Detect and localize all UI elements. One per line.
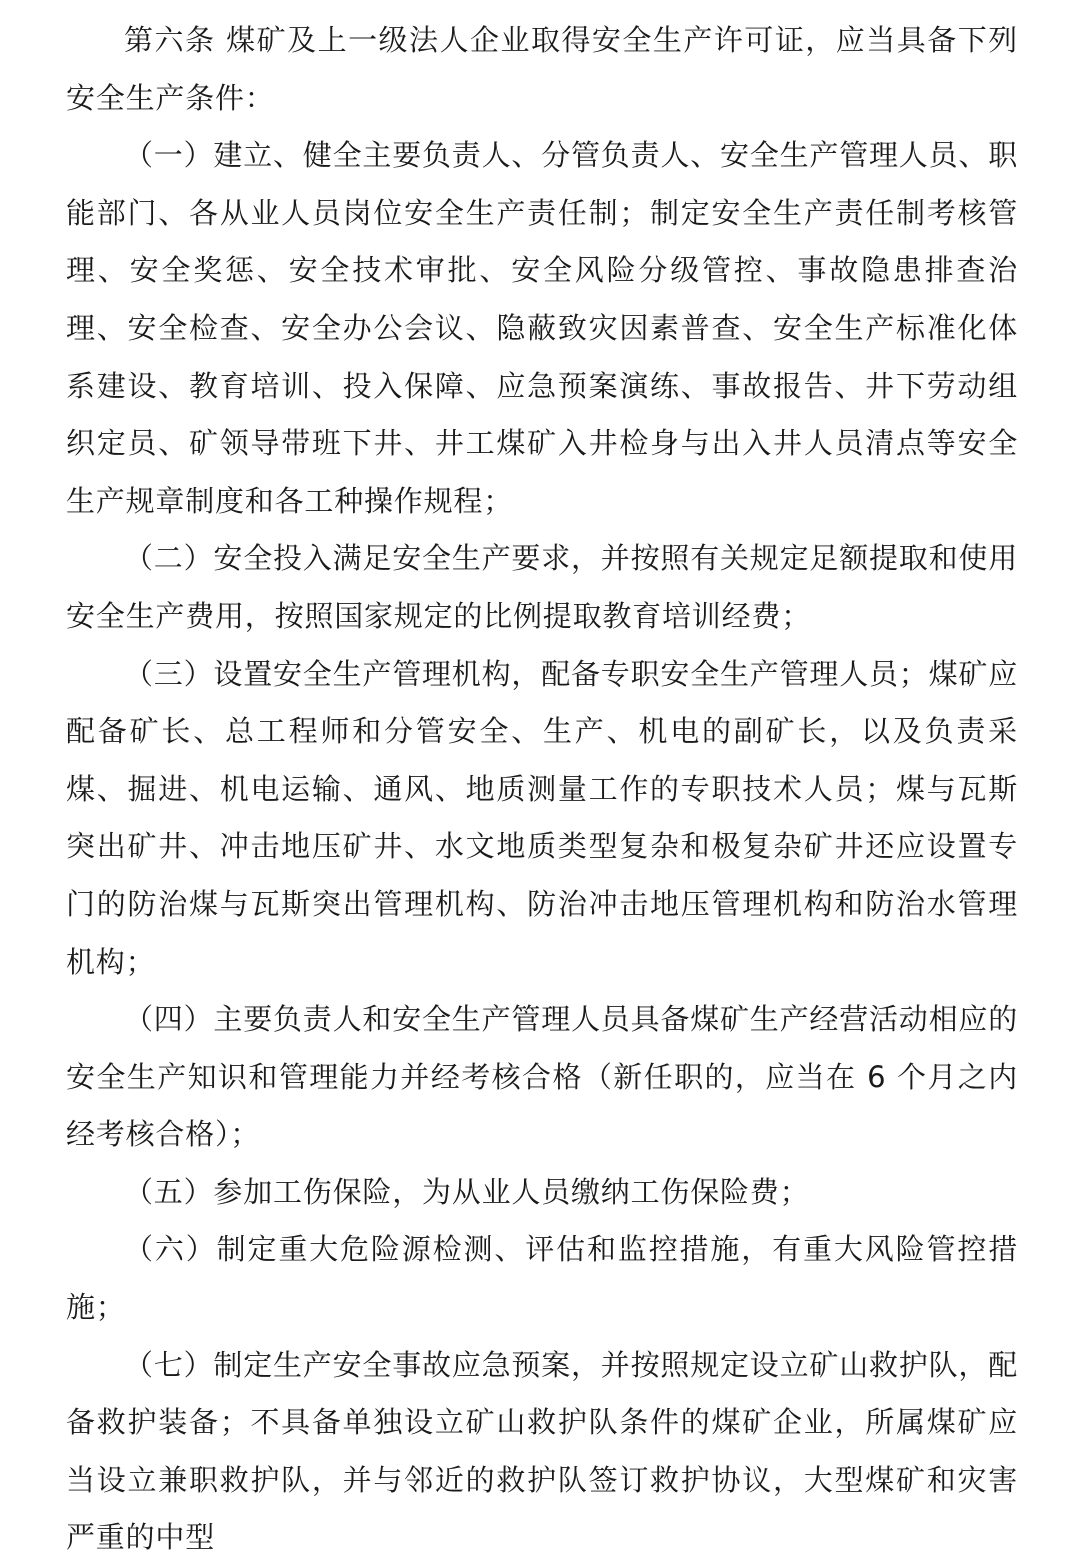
clause-5-paragraph: （五）参加工伤保险，为从业人员缴纳工伤保险费； [124,1174,810,1209]
clause-7-paragraph: （七）制定生产安全事故应急预案，并按照规定设立矿山救护队，配备救护装备；不具备单独设立矿山救护队条件的煤矿企业，所属煤矿应当设立兼职救护队，并与邻近的救护队签订救护协议，大型煤矿和灾害严重的中型 [66,1347,1019,1555]
clause-1-paragraph: （一）建立、健全主要负责人、分管负责人、安全生产管理人员、职能部门、各从业人员岗位安全生产责任制；制定安全生产责任制考核管理、安全奖惩、安全技术审批、安全风险分级管控、事故隐患排查治理、安全检查、安全办公会议、隐蔽致灾因素普查、安全生产标准化体系建设、教育培训、投入保障、应急预案演练、事故报告、井下劳动组织定员、矿领导带班下井、井工煤矿入井检身与出入井人员清点等安全生产规章制度和各工种操作规程； [66,138,1019,518]
clause-6-paragraph: （六）制定重大危险源检测、评估和监控措施，有重大风险管控措施； [66,1232,1018,1325]
article-heading-paragraph: 第六条 煤矿及上一级法人企业取得安全生产许可证，应当具备下列安全生产条件： [66,23,1018,115]
clause-4-paragraph: （四）主要负责人和安全生产管理人员具备煤矿生产经营活动相应的安全生产知识和管理能力并经考核合格（新任职的，应当在 6 个月之内经考核合格）； [66,1002,1019,1152]
clause-3-paragraph: （三）设置安全生产管理机构，配备专职安全生产管理人员；煤矿应配备矿长、总工程师和分管安全、生产、机电的副矿长，以及负责采煤、掘进、机电运输、通风、地质测量工作的专职技术人员；煤与瓦斯突出矿井、冲击地压矿井、水文地质类型复杂和极复杂矿井还应设置专门的防治煤与瓦斯突出管理机构、防治冲击地压管理机构和防治水管理机构； [66,656,1019,979]
clause-2-paragraph: （二）安全投入满足安全生产要求，并按照有关规定足额提取和使用安全生产费用，按照国家规定的比例提取教育培训经费； [66,541,1019,633]
article-text [66,12,1018,1567]
